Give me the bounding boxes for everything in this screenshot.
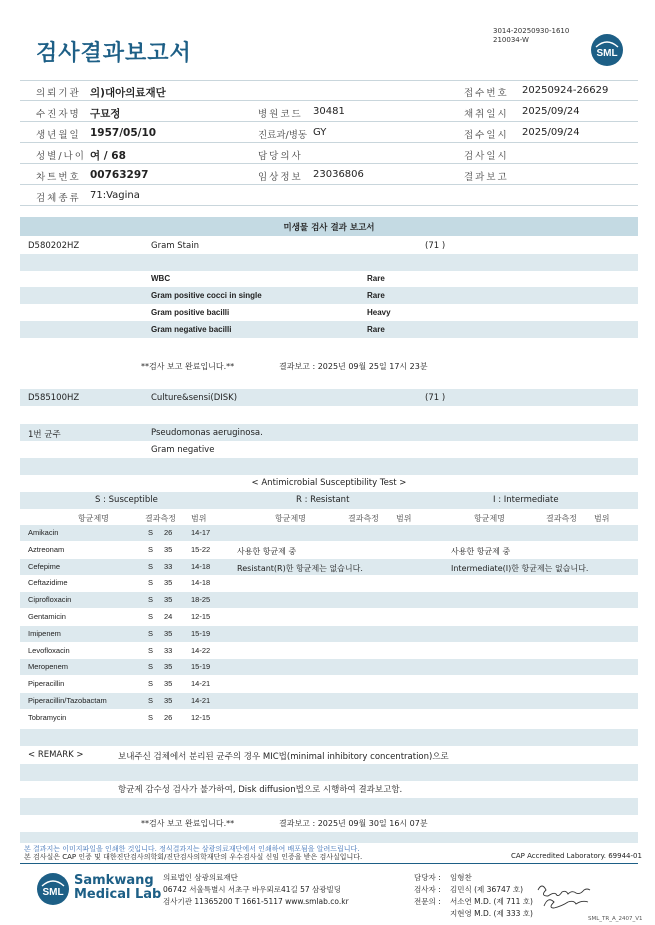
ast-range: 15-19 [191,662,211,672]
ast-range: 18-25 [191,595,211,605]
ast-range: 14-21 [191,679,211,689]
specimen-value: 71:Vagina [90,190,140,201]
specialist-2: 지현영 M.D. (제 333 호) [450,909,533,918]
legend-resistant: R : Resistant [296,495,350,505]
specialist-1: 서소연 M.D. (제 711 호) [450,897,533,906]
form-code: SML_TR_A_2407_V1 [588,916,643,922]
footer-sml-logo [36,872,70,906]
ast-range: 14-18 [191,578,211,588]
test2-specimen: (71 ) [425,393,446,403]
hospital-code-value: 30481 [313,106,345,117]
ast-sir: S [148,628,154,638]
birth-label: 생년월일 [36,130,81,141]
tester-name: 김민식 (제 36747 호) [450,885,524,894]
ast-sir: S [148,612,154,621]
remark-label: < REMARK > [28,750,84,760]
report-time-2: 결과보고 : 2025년 09월 30일 16시 07분 [279,819,428,828]
gram-stain-result: Rare [367,274,385,283]
ast-sir: S [148,696,154,705]
ast-zone-value: 35 [164,544,173,554]
col-result-i: 결과측정 [546,514,577,523]
organism-gram: Gram negative [151,445,215,455]
ast-drug-name: Gentamicin [28,612,66,621]
receipt-date-value: 2025/09/24 [522,127,580,138]
ast-drug-name: Aztreonam [28,544,65,554]
stripe [20,287,638,304]
legend-susceptible: S : Susceptible [95,495,158,505]
col-drug-s: 항균제명 [78,514,109,523]
resistant-note-2: Resistant(R)한 항균제는 없습니다. [237,564,363,573]
image-notice: 본 결과지는 이미지파일을 인쇄한 것입니다. 정식결과지는 삼광의료재단에서 인쇄하여 배포됨을 알려드립니다. [24,845,360,853]
test2-code: D585100HZ [28,393,80,403]
col-range-s: 범위 [191,514,207,523]
document-id [493,27,569,45]
ast-drug-name: Piperacillin/Tazobactam [28,696,107,705]
ast-sir: S [148,645,154,655]
receipt-no-label: 접수번호 [464,88,509,99]
remark-line-2: 항균제 감수성 검사가 불가하여, Disk diffusion법으로 시행하여 결과보고함. [118,785,403,795]
footer-logo-text: SML [42,887,64,898]
dept-value: GY [313,127,327,138]
ast-sir: S [148,662,154,672]
ast-drug-name: Imipenem [28,628,61,638]
stripe [20,254,638,271]
ast-zone-value: 35 [164,696,173,705]
examinee-value: 구묘정 [90,108,121,120]
gram-stain-result: Heavy [367,308,391,317]
ast-zone-value: 33 [164,561,173,571]
test1-name: Gram Stain [151,241,199,251]
ast-zone-value: 35 [164,595,173,605]
col-drug-r: 항균제명 [275,514,306,523]
ast-zone-value: 24 [164,612,173,621]
resistant-note-1: 사용한 항균제 중 [237,547,297,556]
ast-zone-value: 35 [164,662,173,672]
ast-sir: S [148,712,154,722]
receipt-no-value: 20250924-26629 [522,85,609,96]
dept-label: 진료과/병동 [258,130,308,141]
col-result-r: 결과측정 [348,514,379,523]
cap-accreditation: CAP Accredited Laboratory. 69944-01 [511,852,642,860]
stripe [20,798,638,815]
sml-logo [590,33,624,67]
result-report-label: 결과보고 [464,172,509,183]
org-name: 의료법인 삼광의료재단 [163,873,238,882]
chart-no-label: 차트번호 [36,172,81,183]
ast-drug-name: Cefepime [28,561,61,571]
col-drug-i: 항균제명 [474,514,505,523]
gram-stain-result: Rare [367,325,385,334]
signatures [536,880,596,914]
ast-title: < Antimicrobial Susceptibility Test > [251,478,407,488]
col-result-s: 결과측정 [145,514,176,523]
page-title: 검사결과보고서 [36,41,192,66]
intermediate-note-2: Intermediate(I)한 항균제는 없습니다. [451,564,589,573]
ast-row-stripe [20,659,638,675]
sml-logo-text: SML [596,48,618,59]
ast-range: 14-18 [191,561,211,571]
ast-drug-name: Tobramycin [28,712,67,722]
legend-intermediate: I : Intermediate [493,495,559,505]
birth-value: 1957/05/10 [90,127,157,139]
sex-age-label: 성별/나이 [36,151,86,162]
ast-zone-value: 35 [164,578,173,588]
document-id-line2: 210034-W [493,36,529,44]
footer-brand-line1: Samkwang [74,873,154,888]
ast-zone-value: 35 [164,628,173,638]
micro-section-title: 미생물 검사 결과 보고서 [283,223,375,233]
report-complete-2: **검사 보고 완료입니다.** [141,819,235,828]
ast-row-stripe [20,592,638,608]
ast-range: 12-15 [191,712,211,722]
ast-sir: S [148,544,154,554]
ast-sir: S [148,679,154,689]
test2-name: Culture&sensi(DISK) [151,393,238,403]
test1-specimen: (71 ) [425,241,446,251]
ast-sir: S [148,578,154,588]
ast-range: 15-22 [191,544,211,554]
gram-stain-result: Rare [367,291,385,300]
chart-no-value: 00763297 [90,169,149,181]
intermediate-note-1: 사용한 항균제 중 [451,547,511,556]
ast-range: 14-21 [191,696,211,705]
requester-label: 의뢰기관 [36,88,81,99]
ast-zone-value: 35 [164,679,173,689]
tester-label: 검사자 : [414,885,441,894]
gram-stain-item: Gram positive cocci in single [151,291,262,300]
ast-sir: S [148,528,154,537]
manager-label: 담당자 : [414,873,441,882]
stripe [20,424,638,441]
accreditation-notice: 본 검사실은 CAP 인증 및 대한진단검사의학회/진단검사의학재단의 우수검사실 신임 인증을 받은 검사실입니다. [24,853,363,861]
test1-code: D580202HZ [28,241,80,251]
stripe [20,321,638,338]
ast-drug-name: Meropenem [28,662,69,672]
col-range-r: 범위 [396,514,412,523]
sex-age-value: 여 / 68 [90,150,126,162]
gram-stain-item: Gram negative bacilli [151,325,232,334]
ast-drug-name: Piperacillin [28,679,65,689]
ast-zone-value: 26 [164,712,173,722]
organism-name: Pseudomonas aeruginosa. [151,428,263,438]
doctor-label: 담당의사 [258,151,303,162]
footer-brand [74,874,161,902]
ast-drug-name: Ciprofloxacin [28,595,72,605]
ast-row-stripe [20,626,638,642]
document-id-line1: 3014-20250930-1610 [493,27,570,35]
stripe [20,764,638,781]
hospital-code-label: 병원코드 [258,109,303,120]
clinical-info-label: 임상정보 [258,172,303,183]
report-complete-1: **검사 보고 완료입니다.** [141,362,235,371]
ast-drug-name: Ceftazidime [28,578,68,588]
report-time-1: 결과보고 : 2025년 09월 25일 17시 23분 [279,362,428,371]
gram-stain-item: Gram positive bacilli [151,308,230,317]
ast-range: 14-17 [191,528,211,537]
specimen-label: 검체종류 [36,193,81,204]
organism-label: 1번 균주 [28,430,61,440]
footer-divider [20,863,638,864]
remark-line-1: 보내주신 검체에서 분리된 균주의 경우 MIC법(minimal inhibitory concentration)으로 [118,752,449,762]
ast-row-stripe [20,525,638,541]
ast-range: 14-22 [191,645,211,655]
stripe [20,458,638,475]
ast-drug-name: Amikacin [28,528,59,537]
org-address: 06742 서울특별시 서초구 바우뫼로41길 57 삼광빌딩 [163,885,342,894]
test-date-label: 검사일시 [464,151,509,162]
stripe [20,832,638,843]
ast-zone-value: 26 [164,528,173,537]
specialist-label: 전문의 : [414,897,441,906]
manager-name: 임형찬 [450,873,472,882]
org-contact: 검사기관 11365200 T 1661-5117 www.smlab.co.kr [163,897,349,906]
stripe [20,729,638,746]
ast-row-stripe [20,693,638,709]
ast-sir: S [148,561,154,571]
ast-drug-name: Levofloxacin [28,645,70,655]
footer-brand-line2: Medical Lab [74,887,162,902]
clinical-info-value: 23036806 [313,169,364,180]
ast-range: 15-19 [191,628,211,638]
ast-zone-value: 33 [164,645,173,655]
ast-sir: S [148,595,154,605]
gram-stain-item: WBC [151,274,171,283]
ast-range: 12-15 [191,612,211,621]
examinee-label: 수진자명 [36,109,81,120]
collection-date-value: 2025/09/24 [522,106,580,117]
collection-date-label: 채취일시 [464,109,509,120]
stripe [20,389,638,406]
col-range-i: 범위 [594,514,610,523]
receipt-date-label: 접수일시 [464,130,509,141]
requester-value: 의)대아의료재단 [90,87,166,99]
